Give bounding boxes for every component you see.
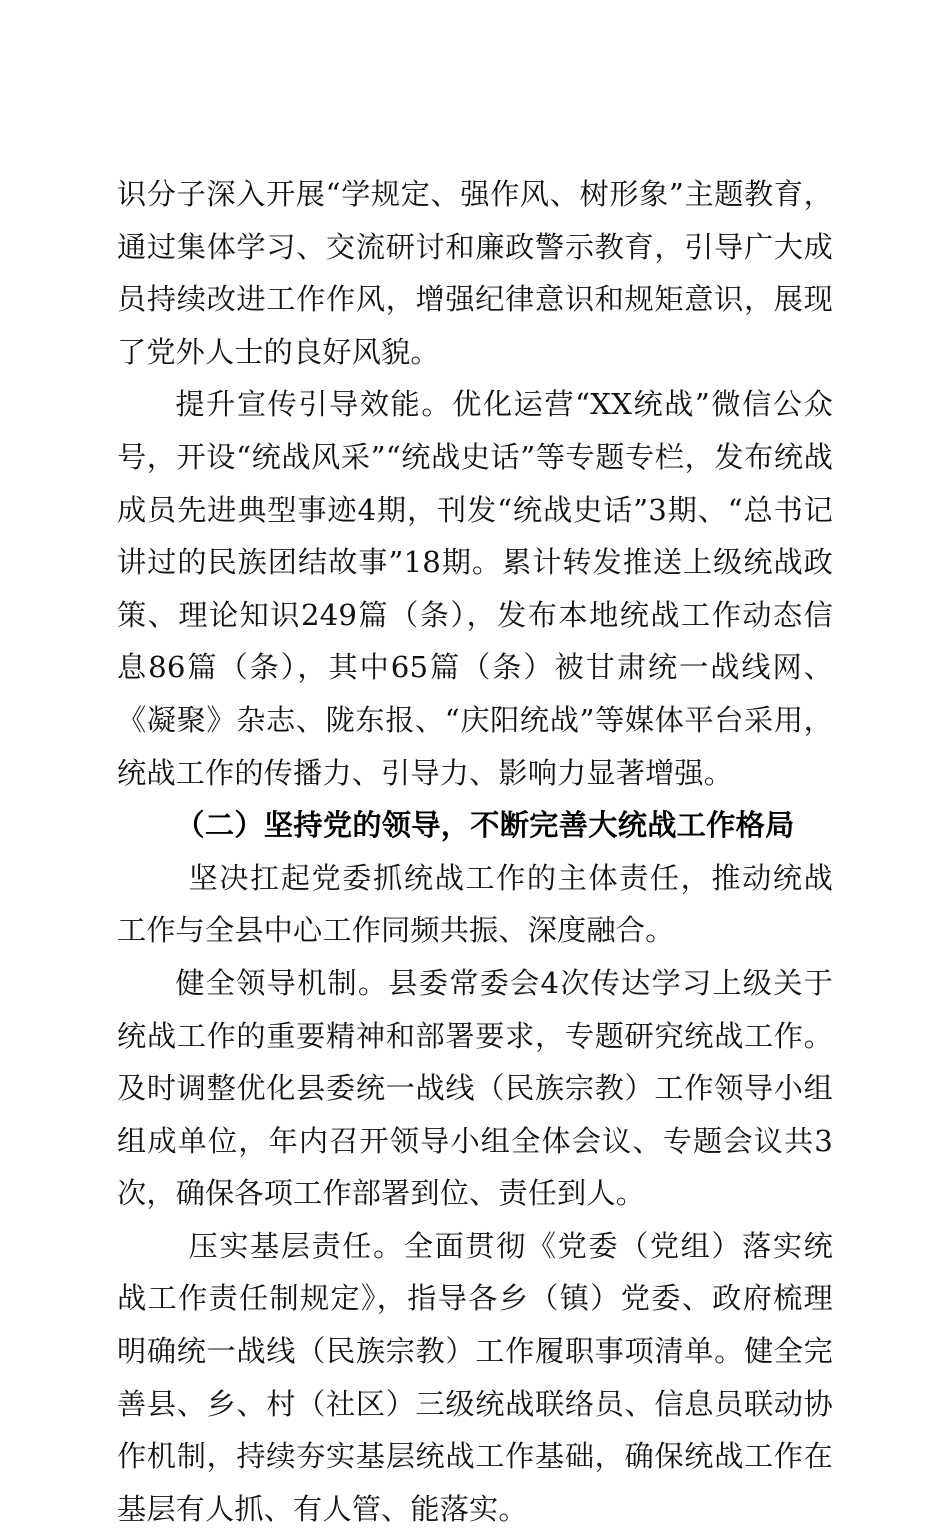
section-heading-two: （二）坚持党的领导，不断完善大统战工作格局 [175,808,795,843]
paragraph-grassroots-responsibility: 压实基层责任。全面贯彻《党委（党组）落实统战工作责任制规定》，指导各乡（镇）党委、政府梳理明确统一战线（民族宗教）工作履职事项清单。健全完善县、乡、村（社区）三级统战联络员、信息员联动协作机制，持续夯实基层统战工作基础，确保统战工作在基层有人抓、有人管、能落实。 [117,1228,833,1526]
paragraph-publicity-guidance: 提升宣传引导效能。优化运营“XX统战”微信公众号，开设“统战风采”“统战史话”等专题专栏，发布统战成员先进典型事迹4期，刊发“统战史话”3期、“总书记讲过的民族团结故事”18期。累计转发推送上级统战政策、理论知识249篇（条），发布本地统战工作动态信息86篇（条），其中65篇（条）被甘肃统一战线网、《凝聚》杂志、陇东报、“庆阳统战”等媒体平台采用，统战工作的传播力、引导力、影响力显著增强。 [117,387,833,790]
paragraph-party-leadership-intro: 坚决扛起党委抓统战工作的主体责任，推动统战工作与全县中心工作同频共振、深度融合。 [117,860,833,948]
paragraph-continuation: 识分子深入开展“学规定、强作风、树形象”主题教育，通过集体学习、交流研讨和廉政警示教育，引导广大成员持续改进工作作风，增强纪律意识和规矩意识，展现了党外人士的良好风貌。 [117,177,833,369]
document-text-column [117,168,833,1535]
paragraph-leadership-mechanism: 健全领导机制。县委常委会4次传达学习上级关于统战工作的重要精神和部署要求，专题研究统战工作。及时调整优化县委统一战线（民族宗教）工作领导小组组成单位，年内召开领导小组全体会议、专题会议共3次，确保各项工作部署到位、责任到人。 [117,965,833,1211]
